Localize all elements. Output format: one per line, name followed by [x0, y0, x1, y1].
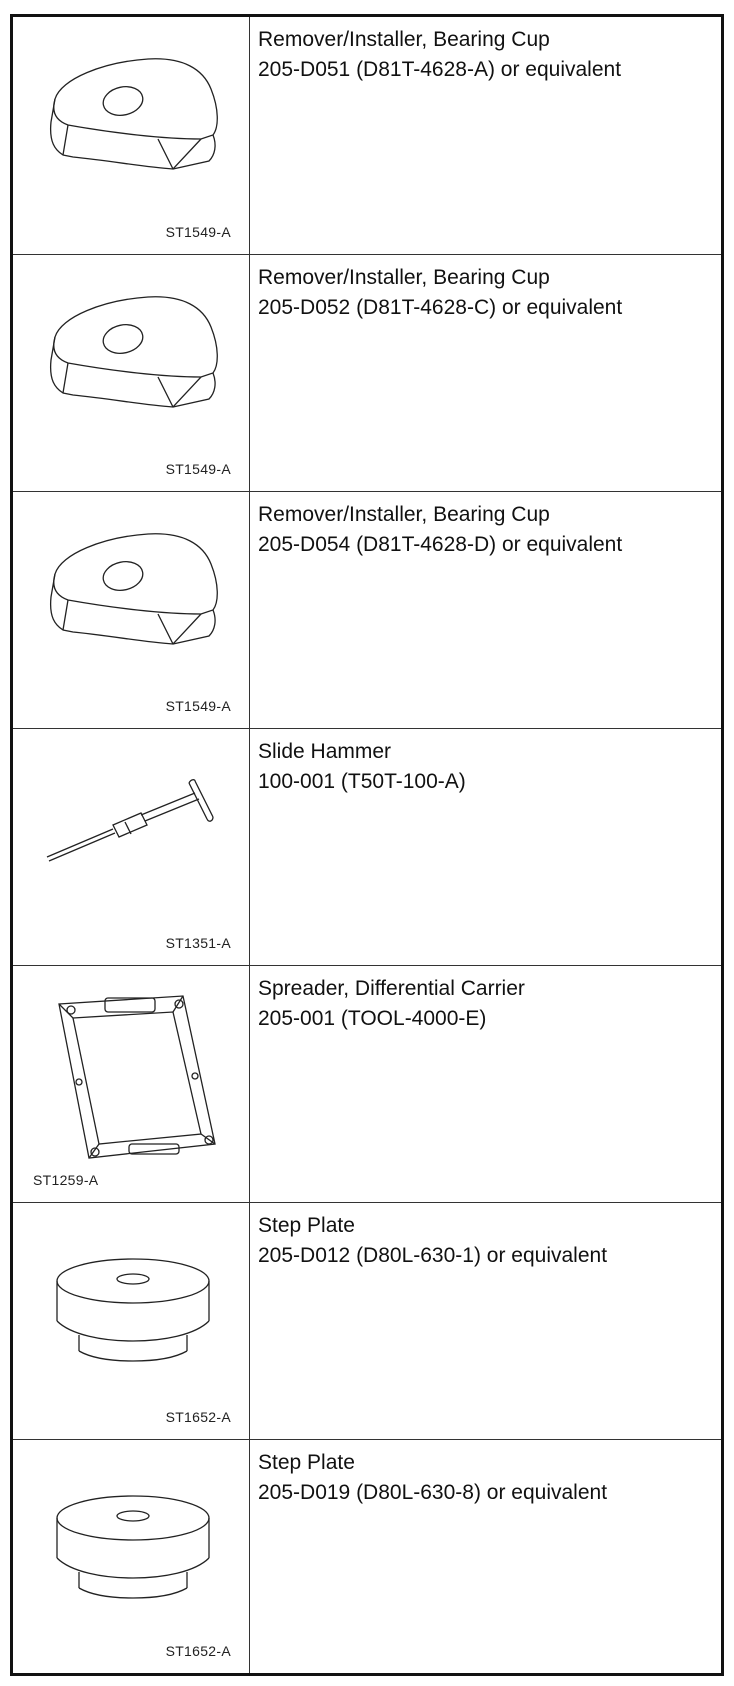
tool-name: Step Plate [258, 1214, 355, 1237]
tool-description-cell [250, 17, 721, 254]
tool-row [13, 965, 721, 1202]
tool-row [13, 491, 721, 728]
tool-row [13, 728, 721, 965]
tool-row [13, 1202, 721, 1439]
tool-illustration-cell [13, 492, 250, 728]
tool-description-cell [250, 492, 721, 728]
figure-code: ST1351-A [165, 935, 231, 951]
tool-illustration-cell [13, 966, 250, 1202]
tool-illustration-cell [13, 1203, 250, 1439]
tool-row [13, 254, 721, 491]
tool-illustration-cell [13, 1440, 250, 1673]
carrier-spreader-icon [13, 966, 250, 1202]
tool-illustration-cell [13, 17, 250, 254]
figure-code: ST1652-A [165, 1643, 231, 1659]
figure-code: ST1549-A [165, 698, 231, 714]
figure-code: ST1549-A [165, 224, 231, 240]
figure-code: ST1652-A [165, 1409, 231, 1425]
tool-part-number: 205-D012 (D80L-630-1) or equivalent [258, 1244, 608, 1267]
step-plate-icon [13, 1440, 250, 1674]
tool-illustration-cell [13, 255, 250, 491]
tool-part-number: 205-D052 (D81T-4628-C) or equivalent [258, 296, 623, 319]
bearing-cup-remover-icon [13, 17, 250, 253]
tool-name: Step Plate [258, 1451, 355, 1474]
tool-name: Remover/Installer, Bearing Cup [258, 28, 550, 51]
tool-description-cell [250, 255, 721, 491]
tool-part-number: 100-001 (T50T-100-A) [258, 770, 466, 793]
bearing-cup-remover-icon [13, 255, 250, 491]
tool-name: Remover/Installer, Bearing Cup [258, 503, 550, 526]
tool-illustration-cell [13, 729, 250, 965]
special-tools-table [10, 14, 724, 1676]
tool-part-number: 205-D019 (D80L-630-8) or equivalent [258, 1481, 608, 1504]
tool-part-number: 205-001 (TOOL-4000-E) [258, 1007, 487, 1030]
tool-description-cell [250, 1440, 721, 1673]
slide-hammer-icon [13, 729, 250, 965]
tool-description-cell [250, 1203, 721, 1439]
step-plate-icon [13, 1203, 250, 1439]
tool-name: Remover/Installer, Bearing Cup [258, 266, 550, 289]
tool-description-cell [250, 966, 721, 1202]
tool-row [13, 17, 721, 254]
tool-row [13, 1439, 721, 1673]
tool-part-number: 205-D051 (D81T-4628-A) or equivalent [258, 58, 622, 81]
figure-code: ST1259-A [33, 1172, 99, 1188]
tool-name: Slide Hammer [258, 740, 392, 763]
tool-description-cell [250, 729, 721, 965]
tool-name: Spreader, Differential Carrier [258, 977, 525, 1000]
figure-code: ST1549-A [165, 461, 231, 477]
tool-part-number: 205-D054 (D81T-4628-D) or equivalent [258, 533, 623, 556]
bearing-cup-remover-icon [13, 492, 250, 728]
